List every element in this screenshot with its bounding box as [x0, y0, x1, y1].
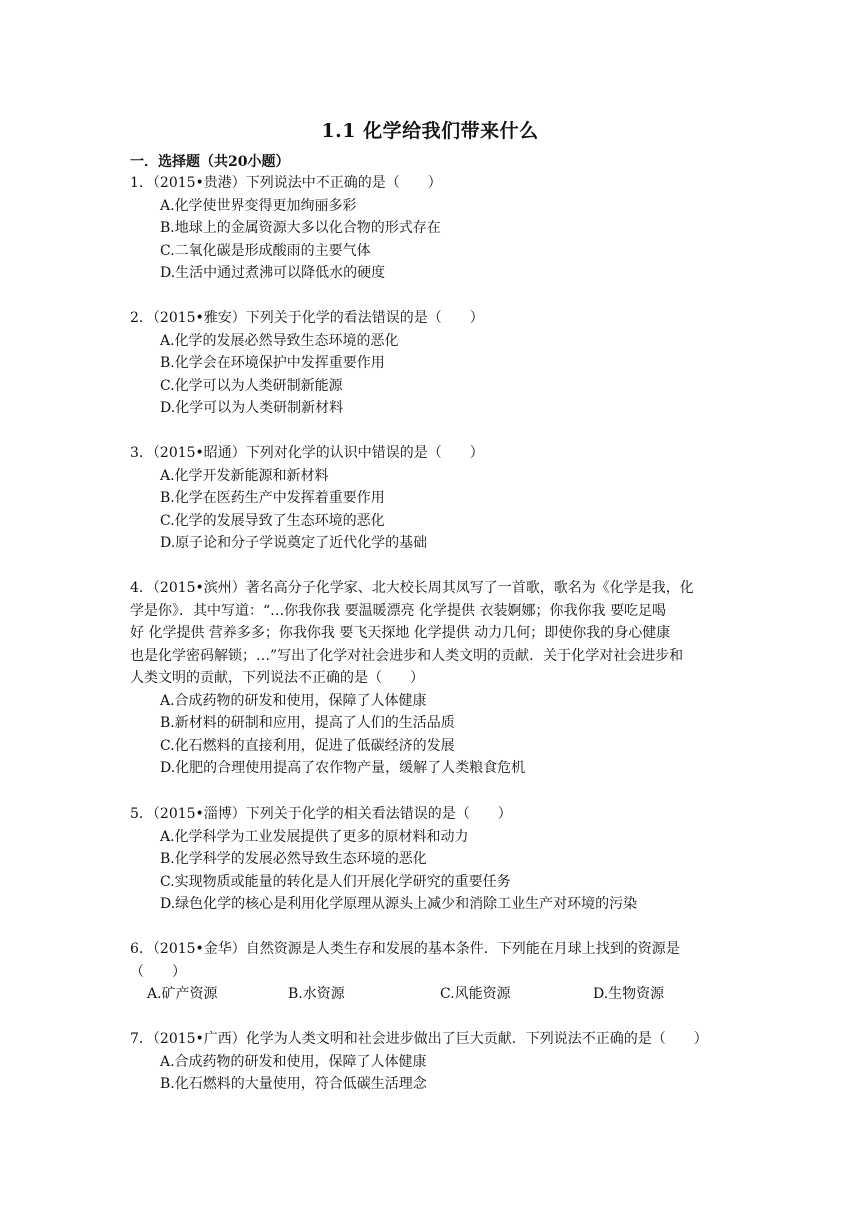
option-b: B.化学在医药生产中发挥着重要作用	[160, 490, 385, 506]
option-c: C.二氧化碳是形成酸雨的主要气体	[160, 242, 371, 259]
option-c: C.化学可以为人类研制新能源	[160, 377, 343, 394]
section-heading: 一．选择题（共20小题）	[130, 154, 290, 170]
question-stem: 7．（2015•广西）化学为人类文明和社会进步做出了巨大贡献．下列说法不正确的是（ ）	[130, 1031, 708, 1047]
option-d: D.生活中通过煮沸可以降低水的硬度	[160, 265, 386, 281]
question-stem-line: 4．（2015•滨州）著名高分子化学家、北大校长周其凤写了一首歌，歌名为《化学是我，化	[130, 580, 694, 596]
question-1	[130, 172, 740, 285]
option-b: B.新材料的研制和应用，提高了人们的生活品质	[160, 715, 455, 731]
option-d: D.绿色化学的核心是利用化学原理从源头上减少和消除工业生产对环境的污染	[160, 896, 638, 912]
option-b: B.水资源	[288, 986, 345, 1002]
option-a: A.化学开发新能源和新材料	[160, 467, 329, 484]
question-stem-line: 6．（2015•金华）自然资源是人类生存和发展的基本条件．下列能在月球上找到的资源是	[130, 941, 680, 957]
option-a: A.合成药物的研发和使用，保障了人体健康	[160, 1053, 427, 1070]
option-a: A.合成药物的研发和使用，保障了人体健康	[160, 692, 427, 709]
question-stem: 2．（2015•雅安）下列关于化学的看法错误的是（ ）	[130, 310, 484, 326]
question-4	[130, 577, 740, 780]
option-b: B.化石燃料的大量使用，符合低碳生活理念	[160, 1076, 427, 1092]
question-stem-line: 好 化学提供 营养多多；你我你我 要飞天探地 化学提供 动力几何；即使你我的身心健康	[130, 625, 671, 641]
option-c: C.实现物质或能量的转化是人们开展化学研究的重要任务	[160, 873, 511, 890]
question-7	[130, 1028, 740, 1096]
question-6	[130, 938, 740, 1006]
question-stem: 3．（2015•昭通）下列对化学的认识中错误的是（ ）	[130, 445, 484, 461]
question-stem-line: （ ）	[130, 963, 186, 980]
option-a: A.化学科学为工业发展提供了更多的原材料和动力	[160, 828, 469, 845]
option-b: B.地球上的金属资源大多以化合物的形式存在	[160, 220, 441, 236]
option-b: B.化学科学的发展必然导致生态环境的恶化	[160, 851, 427, 867]
question-3	[130, 442, 740, 555]
question-2	[130, 307, 740, 420]
document-title: 1.1 化学给我们带来什么	[321, 120, 539, 142]
option-d: D.化肥的合理使用提高了农作物产量，缓解了人类粮食危机	[160, 760, 526, 776]
option-c: C.化学的发展导致了生态环境的恶化	[160, 512, 385, 529]
option-a: A.化学的发展必然导致生态环境的恶化	[160, 332, 399, 349]
option-a: A.化学使世界变得更加绚丽多彩	[160, 197, 357, 214]
question-5	[130, 803, 740, 916]
option-d: D.原子论和分子学说奠定了近代化学的基础	[160, 535, 428, 551]
question-stem-line: 人类文明的贡献，下列说法不正确的是（ ）	[130, 670, 424, 686]
option-a: A.矿产资源	[147, 986, 218, 1002]
option-c: C.风能资源	[440, 986, 511, 1002]
question-stem-line: 也是化学密码解锁；…”写出了化学对社会进步和人类文明的贡献．关于化学对社会进步和	[130, 647, 684, 664]
option-b: B.化学会在环境保护中发挥重要作用	[160, 355, 385, 371]
question-stem: 5．（2015•淄博）下列关于化学的相关看法错误的是（ ）	[130, 806, 512, 822]
options-row	[147, 983, 740, 1006]
question-stem-line: 学是你》．其中写道：“…你我你我 要温暖漂亮 化学提供 衣装婀娜；你我你我 要吃足喝	[130, 602, 666, 619]
option-d: D.生物资源	[593, 986, 665, 1002]
question-stem: 1．（2015•贵港）下列说法中不正确的是（ ）	[130, 175, 442, 191]
option-c: C.化石燃料的直接利用，促进了低碳经济的发展	[160, 737, 455, 754]
option-d: D.化学可以为人类研制新材料	[160, 400, 344, 416]
